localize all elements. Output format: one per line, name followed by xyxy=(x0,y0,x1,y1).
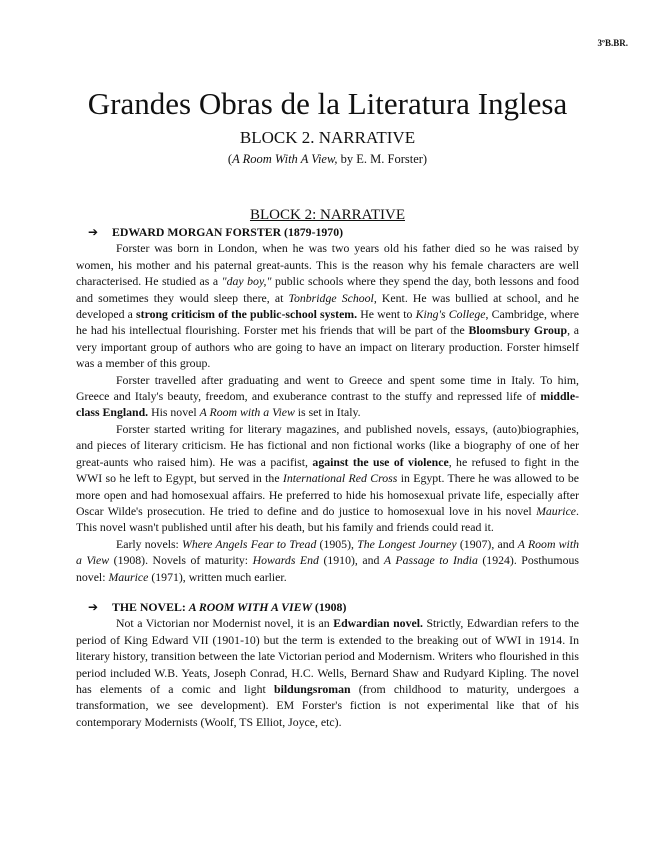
forster-heading-text: EDWARD MORGAN FORSTER (1879-1970) xyxy=(112,225,344,239)
forster-paragraph-4: Early novels: Where Angels Fear to Tread (1905), The Longest Journey (1907), and A Room with a View (1908). Novels of maturity: Howards End (1910), and A Passage to India (1924). Posthumous novel: Maurice (1971), written much earlier. xyxy=(76,536,579,584)
subtitle-book: A Room With A View, xyxy=(232,152,338,166)
novel-paragraph-1: Not a Victorian nor Modernist novel, it is an Edwardian novel. Strictly, Edwardian refers to the period of King Edward VII (1901-10) but the term is extended to the breaking out of WWI in 1914. In literary history, transition between the late Victorian period and Modernism. Writers who flourished in this period included W.B. Yeats, Joseph Conrad, H.C. Wells, Bernard Shaw and Rudyard Kipling. The novel has elements of a comic and light bildungsroman (from childhood to maturity, undergoes a transformation, we see development). EM Forster's fiction is not experimental like that of his contemporary Modernists (Woolf, TS Elliot, Joyce, etc). xyxy=(76,616,580,729)
page-title: Grandes Obras de la Literatura Inglesa xyxy=(87,86,568,121)
section-title: BLOCK 2: NARRATIVE xyxy=(249,207,405,223)
subtitle-author: by E. M. Forster) xyxy=(337,152,428,166)
arrow-right-icon: ➔ xyxy=(88,599,98,614)
forster-paragraph-3: Forster started writing for literary magazines, and published novels, essays, (auto)biographies, and pieces of literary criticism. He has fictional and non fictional works (like a biography of one of her great-aunts who raised him). He was a pacifist, against the use of violence, he refused to fight in the WWI so he left to Egypt, but served in the International Red Cross in Egypt. There he was allowed to be more open and had homosexual affairs. He preferred to hide his homosexual private life, especially after Oscar Wilde's prosecution. He tried to define and do justice to homosexual love in his novel Maurice. This novel wasn't published until after his death, but his family and friends could read it. xyxy=(76,421,579,535)
block-heading: BLOCK 2. NARRATIVE xyxy=(239,128,416,147)
novel-heading: ➔ THE NOVEL: A ROOM WITH A VIEW (1908) xyxy=(88,599,347,614)
forster-paragraph-2: Forster travelled after graduating and went to Greece and spent some time in Italy. To him, Greece and Italy's beauty, freedom, and exuberance contrast to the stuffy and repressed life of middle-class England. His novel A Room with a View is set in Italy. xyxy=(76,372,579,420)
document-body xyxy=(76,206,579,730)
forster-paragraph-1: Forster was born in London, when he was two years old his father died so he was raised by women, his mother and his paternal great-aunts. This is the reason why his female characters are well characterised. He studied as a "day boy," public schools where they spend the day, both lessons and food and sometimes they would sleep there, at Tonbridge School, Kent. He was bullied at school, and he developed a strong criticism of the public-school system. He went to King's College, Cambridge, where he had his intellectual flourishing. Forster met his friends that will be part of the Bloomsbury Group, a very important group of authors who are going to have an impact on literary production. Forster himself was a member of this group. xyxy=(76,241,580,371)
forster-heading xyxy=(88,224,579,240)
arrow-right-icon: ➔ xyxy=(88,225,98,239)
subtitle: (A Room With A View, by E. M. Forster) xyxy=(227,152,428,166)
page-corner-label: 3ºB.BR. xyxy=(597,38,628,48)
